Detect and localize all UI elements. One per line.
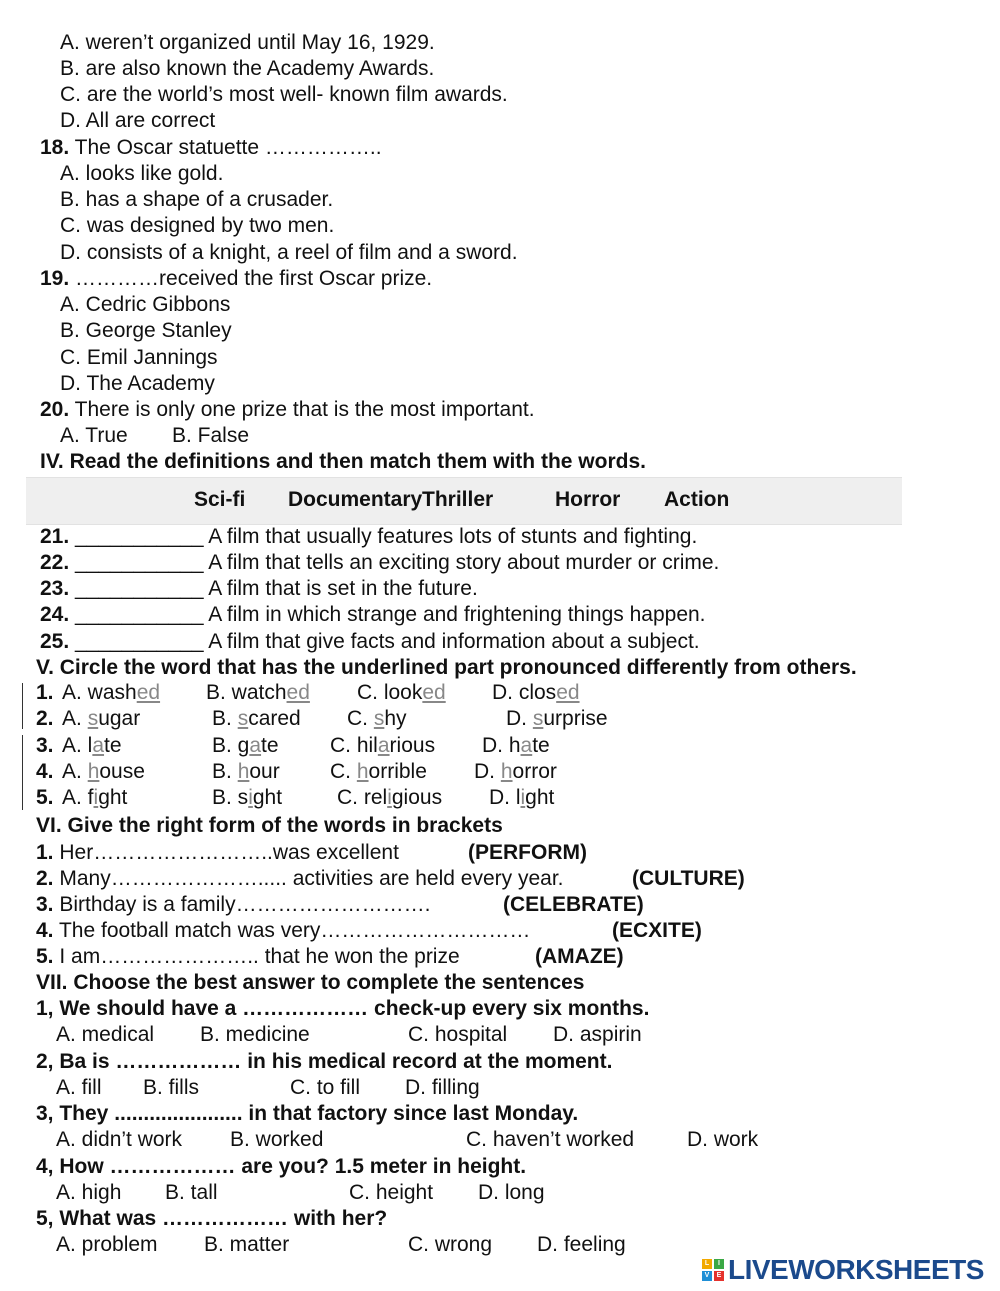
answer-option: A. didn’t work: [56, 1128, 183, 1151]
question-19: [40, 266, 432, 292]
underlined-part: a: [520, 734, 533, 757]
question-stem: 2, Ba is ……………… in his medical record at the moment.: [36, 1050, 613, 1073]
pronunciation-option: [482, 734, 550, 758]
section-7-heading: VII. Choose the best answer to complete the sentences: [36, 971, 585, 994]
option-text: C. rel: [337, 786, 388, 809]
q18-option-d: D. consists of a knight, a reel of film and a sword.: [60, 241, 518, 264]
underlined-part: h: [500, 760, 513, 783]
pronunciation-option: [206, 681, 310, 705]
definition-row: [40, 524, 697, 550]
definition-text: A film that give facts and information about a subject.: [203, 630, 700, 653]
q19-option-b: B. George Stanley: [60, 319, 232, 342]
underlined-part: i: [520, 786, 526, 809]
question-18: [40, 135, 382, 161]
underlined-part: i: [387, 786, 392, 809]
pronunciation-option: [212, 786, 282, 810]
word-form-row: [36, 944, 460, 970]
option-text: A.: [62, 760, 88, 783]
option-text: te: [532, 734, 550, 757]
answer-blank: ___________: [69, 551, 204, 574]
option-text: A. f: [62, 786, 94, 809]
answer-option: B. worked: [230, 1128, 324, 1151]
underlined-part: h: [237, 760, 250, 783]
item-number: 2.: [36, 867, 54, 890]
underlined-part: a: [377, 734, 390, 757]
answer-option: C. haven’t worked: [466, 1128, 635, 1151]
definition-text: A film that usually features lots of stunts and fighting.: [203, 525, 698, 548]
pronunciation-option: [212, 707, 301, 731]
answer-blank: ___________: [69, 603, 204, 626]
pronunciation-option: [492, 681, 580, 705]
pronunciation-option: [62, 707, 140, 731]
answer-option: A. medical: [56, 1023, 155, 1046]
word-bank-documentary: Documentary: [288, 488, 423, 511]
answer-option: A. fill: [56, 1076, 102, 1099]
margin-line: [22, 735, 23, 810]
option-text: B. watch: [206, 681, 287, 704]
item-number: 25.: [40, 630, 70, 653]
sentence-text: Many…………………..... activities are held every year.: [53, 867, 564, 890]
logo-letter: V: [702, 1271, 712, 1281]
answer-option: B. matter: [204, 1233, 290, 1256]
question-stem: 3, They ...................... in that factory since last Monday.: [36, 1102, 579, 1125]
question-stem: There is only one prize that is the most important.: [69, 398, 535, 421]
option-text: hy: [384, 707, 407, 730]
option-text: D.: [474, 760, 501, 783]
pronunciation-option: [357, 681, 446, 705]
question-20: [40, 397, 535, 423]
word-bank-scifi: Sci-fi: [194, 488, 246, 511]
option-text: urprise: [543, 707, 608, 730]
answer-option: A. high: [56, 1181, 122, 1204]
section-4-heading: IV. Read the definitions and then match them with the words.: [40, 450, 646, 473]
q19-option-c: C. Emil Jannings: [60, 346, 218, 369]
option-text: ugar: [98, 707, 141, 730]
option-text: B.: [212, 707, 238, 730]
pronunciation-option: [347, 707, 407, 731]
underlined-part: s: [532, 707, 544, 730]
definition-row: [40, 602, 706, 628]
bracket-word: (CULTURE): [632, 867, 745, 890]
underlined-part: s: [373, 707, 385, 730]
answer-option: C. to fill: [290, 1076, 361, 1099]
option-text: C.: [330, 760, 357, 783]
underlined-part: i: [93, 786, 99, 809]
q18-option-a: A. looks like gold.: [60, 162, 224, 185]
word-bank-thriller: Thriller: [422, 488, 494, 511]
underlined-part: ed: [422, 681, 446, 704]
item-number: 4.: [36, 919, 54, 942]
pronunciation-option: [62, 760, 145, 784]
section-5-heading: V. Circle the word that has the underlined part pronounced differently from others.: [36, 656, 857, 679]
underlined-part: h: [87, 760, 100, 783]
bracket-word: (CELEBRATE): [503, 893, 644, 916]
definition-text: A film that tells an exciting story about murder or crime.: [203, 551, 720, 574]
option-text: D. h: [482, 734, 521, 757]
pronunciation-option: [330, 760, 427, 784]
item-number: 5.: [36, 945, 54, 968]
underlined-part: a: [92, 734, 105, 757]
option-text: B. g: [212, 734, 250, 757]
definition-row: [40, 576, 478, 602]
logo-text: LIVEWORKSHEETS: [728, 1254, 984, 1285]
q20-option-b: B. False: [172, 424, 250, 447]
option-text: B.: [212, 760, 238, 783]
option-text: A. wash: [62, 681, 137, 704]
question-stem: 4, How ……………… are you? 1.5 meter in height.: [36, 1155, 527, 1178]
word-form-row: [36, 840, 399, 866]
definition-text: A film that is set in the future.: [203, 577, 478, 600]
pronunciation-option: [474, 760, 557, 784]
logo-letter: I: [714, 1259, 724, 1269]
sentence-text: Her……………………..was excellent: [53, 841, 399, 864]
option-text: ght: [98, 786, 128, 809]
q19-option-a: A. Cedric Gibbons: [60, 293, 231, 316]
pronunciation-option: [337, 786, 442, 810]
item-number: 24.: [40, 603, 70, 626]
pronunciation-option: [62, 681, 160, 705]
question-number: 20.: [40, 398, 70, 421]
underlined-part: i: [248, 786, 253, 809]
option-text: orror: [512, 760, 557, 783]
underlined-part: ed: [286, 681, 310, 704]
answer-option: D. filling: [405, 1076, 480, 1099]
pronunciation-option: [489, 786, 554, 810]
pronunciation-option: [62, 734, 122, 758]
word-form-row: [36, 866, 564, 892]
answer-option: B. fills: [143, 1076, 200, 1099]
item-number: 1.: [36, 841, 54, 864]
bracket-word: (ECXITE): [612, 919, 702, 942]
item-number: 2.: [36, 707, 54, 730]
sentence-text: Birthday is a family……………………….: [53, 893, 431, 916]
question-number: 19.: [40, 267, 70, 290]
answer-option: C. hospital: [408, 1023, 508, 1046]
q17-option-d: D. All are correct: [60, 109, 216, 132]
option-text: D. l: [489, 786, 521, 809]
option-text: gious: [391, 786, 443, 809]
option-text: C. hil: [330, 734, 378, 757]
option-text: D. clos: [492, 681, 557, 704]
option-text: A. l: [62, 734, 93, 757]
q17-option-a: A. weren’t organized until May 16, 1929.: [60, 31, 435, 54]
logo-mark-icon: [702, 1259, 724, 1281]
option-text: ouse: [99, 760, 145, 783]
item-number: 21.: [40, 525, 70, 548]
answer-option: D. aspirin: [553, 1023, 642, 1046]
word-bank-horror: Horror: [555, 488, 621, 511]
word-form-row: [36, 918, 530, 944]
word-bank-action: Action: [664, 488, 730, 511]
definition-row: [40, 629, 700, 655]
option-text: ght: [525, 786, 555, 809]
definition-row: [40, 550, 719, 576]
pronunciation-option: [62, 786, 127, 810]
underlined-part: ed: [556, 681, 580, 704]
bracket-word: (PERFORM): [468, 841, 587, 864]
answer-option: C. height: [349, 1181, 434, 1204]
option-text: rious: [389, 734, 436, 757]
q18-option-c: C. was designed by two men.: [60, 214, 335, 237]
answer-option: B. medicine: [200, 1023, 310, 1046]
option-text: C.: [347, 707, 374, 730]
logo-letter: E: [714, 1271, 724, 1281]
section-6-heading: VI. Give the right form of the words in brackets: [36, 814, 503, 837]
answer-option: C. wrong: [408, 1233, 493, 1256]
q20-option-a: A. True: [60, 424, 128, 447]
question-stem: 5, What was ……………… with her?: [36, 1207, 388, 1230]
word-form-row: [36, 892, 430, 918]
option-text: B. s: [212, 786, 249, 809]
answer-option: B. tall: [165, 1181, 218, 1204]
answer-option: D. long: [478, 1181, 545, 1204]
option-text: C. look: [357, 681, 423, 704]
bracket-word: (AMAZE): [535, 945, 624, 968]
item-number: 1.: [36, 681, 54, 704]
q17-option-c: C. are the world’s most well- known film awards.: [60, 83, 508, 106]
item-number: 4.: [36, 760, 54, 783]
definition-text: A film in which strange and frightening things happen.: [203, 603, 706, 626]
answer-blank: ___________: [69, 525, 204, 548]
item-number: 3.: [36, 893, 54, 916]
liveworksheets-logo: [702, 1256, 984, 1284]
question-number: 18.: [40, 136, 70, 159]
option-text: D.: [506, 707, 533, 730]
item-number: 23.: [40, 577, 70, 600]
item-number: 5.: [36, 786, 54, 809]
pronunciation-option: [212, 760, 280, 784]
option-text: te: [104, 734, 122, 757]
option-text: cared: [248, 707, 301, 730]
option-text: te: [261, 734, 279, 757]
answer-option: D. feeling: [537, 1233, 626, 1256]
option-text: orrible: [368, 760, 427, 783]
answer-option: A. problem: [56, 1233, 158, 1256]
pronunciation-option: [212, 734, 279, 758]
underlined-part: a: [249, 734, 262, 757]
q18-option-b: B. has a shape of a crusader.: [60, 188, 334, 211]
answer-blank: ___________: [69, 630, 204, 653]
underlined-part: h: [356, 760, 369, 783]
underlined-part: ed: [136, 681, 161, 704]
logo-letter: L: [702, 1259, 712, 1269]
item-number: 3.: [36, 734, 54, 757]
question-stem: …………received the first Oscar prize.: [69, 267, 433, 290]
underlined-part: s: [237, 707, 249, 730]
item-number: 22.: [40, 551, 70, 574]
answer-option: D. work: [687, 1128, 759, 1151]
question-stem: The Oscar statuette ……………..: [69, 136, 382, 159]
margin-line: [22, 683, 23, 729]
question-stem: 1, We should have a ……………… check-up every six months.: [36, 997, 650, 1020]
underlined-part: s: [87, 707, 99, 730]
answer-blank: ___________: [69, 577, 204, 600]
q17-option-b: B. are also known the Academy Awards.: [60, 57, 435, 80]
sentence-text: The football match was very…………………………: [53, 919, 531, 942]
option-text: A.: [62, 707, 88, 730]
sentence-text: I am………………….. that he won the prize: [53, 945, 460, 968]
pronunciation-option: [506, 707, 608, 731]
option-text: ght: [252, 786, 283, 809]
q19-option-d: D. The Academy: [60, 372, 215, 395]
pronunciation-option: [330, 734, 435, 758]
option-text: our: [249, 760, 280, 783]
